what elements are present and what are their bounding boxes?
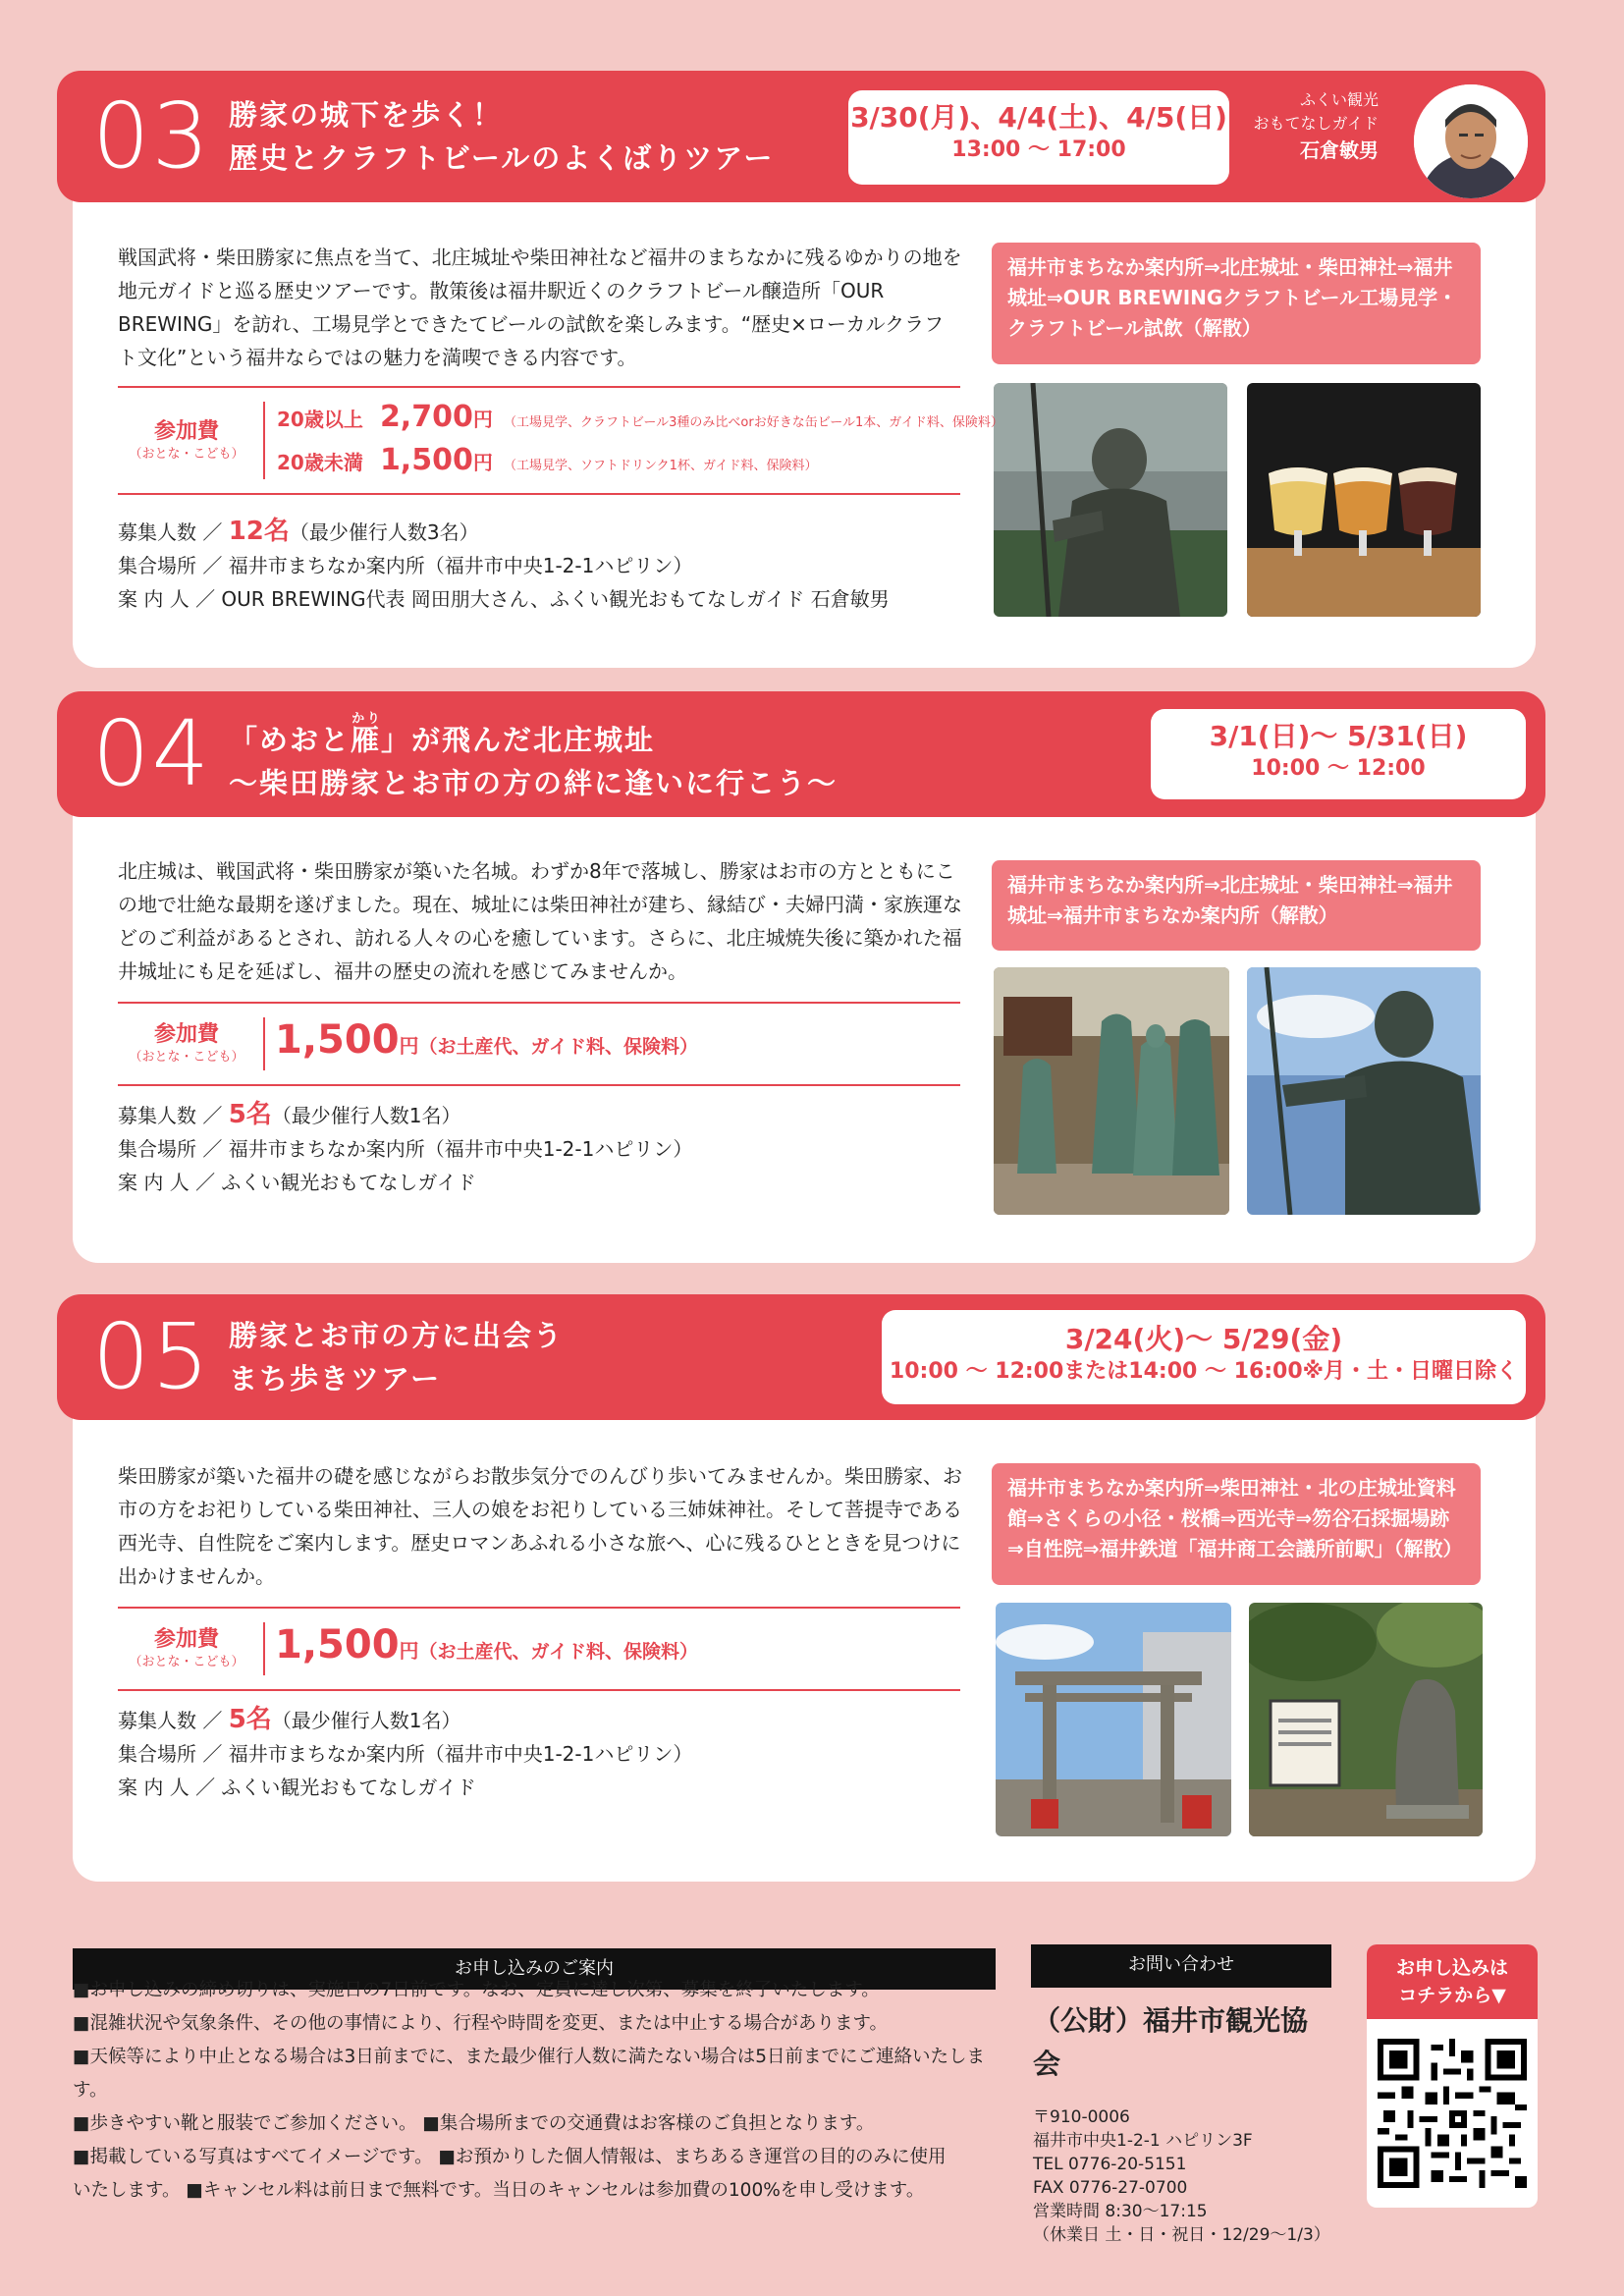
- note-line: ■掲載している写真はすべてイメージです。 ■お預かりした個人情報は、まちあるき運営の目的のみに使用: [73, 2147, 947, 2167]
- tour-title: [229, 1314, 564, 1400]
- ruby-reading: かり: [351, 711, 382, 727]
- fee-row-minor: [277, 443, 818, 477]
- org-name: （公財）福井市観光協会: [1033, 2004, 1309, 2080]
- apply-notes: [73, 1974, 1005, 2208]
- tour-title-line2: まち歩きツアー: [229, 1362, 442, 1395]
- contact-bar: お問い合わせ: [1031, 1944, 1331, 1988]
- capacity-value: 5名: [228, 1100, 272, 1129]
- fee-label: [118, 1609, 255, 1689]
- fee-label-sub: （おとな・こども）: [129, 1050, 244, 1065]
- fee-amount: 1,500: [275, 1622, 400, 1667]
- photo-statue-family: [994, 967, 1229, 1215]
- holiday: （休業日 土・日・祝日・12/29〜1/3）: [1033, 2225, 1330, 2245]
- tour-description: 柴田勝家が築いた福井の礎を感じながらお散歩気分でのんびり歩いてみませんか。柴田勝家、お市の方をお祀りしている柴田神社、三人の娘をお祀りしている三姉妹神社。そして菩提寺である西光寺、自性院をご案内します。歴史ロマンあふれる小さな旅へ、心に残るひとときを見つけに出かけませんか。: [118, 1464, 962, 1588]
- apply-info-bar: お申し込みのご案内: [73, 1948, 996, 1990]
- fee-box: [118, 1607, 960, 1691]
- tour-time: 13:00 〜 17:00: [951, 137, 1126, 162]
- tour-date-box: [882, 1310, 1526, 1404]
- tour-title-part: 「めおと: [229, 723, 352, 757]
- capacity-note: （最少催行人数1名）: [271, 1709, 461, 1732]
- capacity-label: 募集人数 ／: [118, 520, 229, 544]
- guide-line: 案 内 人 ／ ふくい観光おもてなしガイド: [118, 1776, 476, 1799]
- tel: TEL 0776-20-5151: [1033, 2155, 1187, 2174]
- apply-qr-title: [1367, 1944, 1538, 2019]
- fee-note: （工場見学、ソフトドリンク1杯、ガイド料、保険料）: [503, 459, 818, 473]
- tour-dates: 3/1(日)〜 5/31(日): [1209, 720, 1468, 752]
- tour-time: 10:00 〜 12:00または14:00 〜 16:00※月・土・日曜日除く: [889, 1359, 1519, 1384]
- fee-row-adult: [277, 400, 1003, 434]
- apply-qr-text: お申し込みは: [1395, 1957, 1508, 1979]
- tour-title-part: 」が飛んだ北庄城址: [381, 723, 656, 757]
- fee-unit: 円: [399, 1034, 419, 1058]
- fee-note: （お土産代、ガイド料、保険料）: [418, 1641, 698, 1663]
- tour-title-line2: 歴史とクラフトビールのよくばりツアー: [229, 141, 775, 175]
- fee-divider: [263, 1622, 265, 1675]
- tour-title-part: 雁: [351, 723, 382, 757]
- tour-dates: 3/30(月)、4/4(土)、4/5(日): [850, 101, 1227, 134]
- qr-code-icon[interactable]: [1378, 2039, 1527, 2188]
- tour-04-header: [57, 691, 1545, 817]
- guide-name: 石倉敏男: [1300, 138, 1379, 162]
- guide-label: おもてなしガイド: [1253, 114, 1379, 133]
- tour-title-line1: 勝家の城下を歩く！: [229, 98, 504, 132]
- guide-line: 案 内 人 ／ ふくい観光おもてなしガイド: [118, 1171, 476, 1194]
- contact-address: [1033, 2105, 1330, 2247]
- tour-title-line2: 〜柴田勝家とお市の方の絆に逢いに行こう〜: [229, 766, 839, 800]
- tour-date-box: [1151, 709, 1526, 799]
- fee-label-text: 参加費: [153, 1022, 219, 1047]
- tour-time: 10:00 〜 12:00: [1251, 756, 1426, 781]
- fee-divider: [263, 402, 265, 479]
- capacity-note: （最少催行人数3名）: [289, 520, 479, 544]
- capacity-label: 募集人数 ／: [118, 1709, 229, 1732]
- fee-amount: 2,700: [379, 400, 473, 434]
- fee-age-label: 20歳以上: [277, 408, 363, 431]
- tour-title: [229, 712, 838, 805]
- tour-description: 戦国武将・柴田勝家に焦点を当て、北庄城址や柴田神社など福井のまちなかに残るゆかりの地を地元ガイドと巡る歴史ツアーです。散策後は福井駅近くのクラフトビール醸造所「OUR BREWING」を訪れ、工場見学とできたてビールの試飲を楽しみます。“歴史×ローカルクラフト文化”という福井ならではの魅力を満喫できる内容です。: [118, 246, 962, 369]
- fee-label-sub: （おとな・こども）: [129, 446, 244, 462]
- hours: 営業時間 8:30〜17:15: [1033, 2202, 1208, 2221]
- tour-title-ruby: [351, 711, 382, 757]
- tour-title: [229, 93, 774, 180]
- apply-qr-button[interactable]: [1367, 1944, 1538, 2208]
- fee-unit: 円: [472, 451, 493, 474]
- tour-number: 05: [92, 1304, 212, 1409]
- photo-shrine-gate: [996, 1603, 1231, 1836]
- tour-info: [118, 515, 982, 616]
- capacity-value: 5名: [228, 1705, 272, 1734]
- meeting-place: 集合場所 ／ 福井市まちなか案内所（福井市中央1-2-1ハピリン）: [118, 554, 693, 577]
- fee-row: [275, 1622, 698, 1667]
- fee-note: （工場見学、クラフトビール3種のみ比べorお好きな缶ビール1本、ガイド料、保険料）: [503, 415, 1003, 430]
- tour-info: [118, 1098, 982, 1199]
- tour-number: 03: [92, 83, 212, 189]
- apply-qr-text: コチラから▼: [1398, 1985, 1506, 2006]
- fee-label: [118, 388, 255, 493]
- note-line: ■天候等により中止となる場合は3日前までに、また最少催行人数に満たない場合は5日前までにご連絡いたします。: [73, 2047, 986, 2101]
- capacity-note: （最少催行人数1名）: [271, 1104, 461, 1127]
- tour-number: 04: [92, 701, 212, 806]
- tour-title-line1: 勝家とお市の方に出会う: [229, 1319, 565, 1352]
- meeting-place: 集合場所 ／ 福井市まちなか案内所（福井市中央1-2-1ハピリン）: [118, 1742, 693, 1766]
- photo-statue-katsuie: [994, 383, 1227, 617]
- zip-code: 〒910-0006: [1033, 2107, 1130, 2127]
- fee-box: [118, 1002, 960, 1086]
- fax: FAX 0776-27-0700: [1033, 2178, 1188, 2198]
- tour-route: 福井市まちなか案内所⇒北庄城址・柴田神社⇒福井城址⇒福井市まちなか案内所（解散）: [992, 860, 1481, 951]
- fee-unit: 円: [399, 1639, 419, 1663]
- photo-craft-beer: [1247, 383, 1481, 617]
- guide-label: ふくい観光: [1299, 90, 1379, 109]
- fee-divider: [263, 1017, 265, 1070]
- note-line: ■混雑状況や気象条件、その他の事情により、行程や時間を変更、または中止する場合があります。: [73, 2013, 889, 2034]
- fee-label: [118, 1004, 255, 1084]
- guide-avatar: [1414, 84, 1528, 198]
- address: 福井市中央1-2-1 ハピリン3F: [1033, 2131, 1253, 2151]
- note-line: ■お申し込みの締め切りは、実施日の7日前です。なお、定員に達し次第、募集を終了いたします。: [73, 1980, 880, 2000]
- contact-block: [1033, 1999, 1330, 2247]
- photo-statue-warrior: [1247, 967, 1481, 1215]
- tour-03-header: [57, 71, 1545, 202]
- tour-05-header: [57, 1294, 1545, 1420]
- fee-box: [118, 386, 1003, 495]
- tour-route: 福井市まちなか案内所⇒柴田神社・北の庄城址資料館⇒さくらの小径・桜橋⇒西光寺⇒笏谷石採掘場跡⇒自性院⇒福井鉄道「福井商工会議所前駅」（解散）: [992, 1463, 1481, 1585]
- fee-note: （お土産代、ガイド料、保険料）: [418, 1036, 698, 1058]
- tour-info: [118, 1703, 982, 1804]
- guide-line: 案 内 人 ／ OUR BREWING代表 岡田朋大さん、ふくい観光おもてなしガイド 石倉敏男: [118, 587, 890, 611]
- fee-row: [275, 1017, 698, 1063]
- fee-label-text: 参加費: [153, 418, 219, 444]
- fee-label-sub: （おとな・こども）: [129, 1655, 244, 1669]
- fee-amount: 1,500: [275, 1017, 400, 1063]
- fee-age-label: 20歳未満: [277, 451, 363, 474]
- capacity-label: 募集人数 ／: [118, 1104, 229, 1127]
- tour-title-line1: [229, 712, 838, 762]
- capacity-line: [118, 515, 982, 549]
- guide-credit: [1253, 88, 1379, 165]
- photo-stone-monument: [1249, 1603, 1483, 1836]
- tour-date-box: [848, 90, 1229, 185]
- tour-dates: 3/24(火)〜 5/29(金): [1064, 1323, 1343, 1355]
- fee-label-text: 参加費: [153, 1627, 219, 1652]
- tour-description: 北庄城は、戦国武将・柴田勝家が築いた名城。わずか8年で落城し、勝家はお市の方とともにこの地で壮絶な最期を遂げました。現在、城址には柴田神社が建ち、縁結び・夫婦円満・家族運などのご利益があるとされ、訪れる人々の心を癒しています。さらに、北庄城焼失後に築かれた福井城址にも足を延ばし、福井の歴史の流れを感じてみませんか。: [118, 859, 962, 983]
- fee-amount: 1,500: [379, 443, 473, 477]
- capacity-line: [118, 1703, 982, 1737]
- capacity-line: [118, 1098, 982, 1132]
- tour-route: 福井市まちなか案内所⇒北庄城址・柴田神社⇒福井城址⇒OUR BREWINGクラフトビール工場見学・クラフトビール試飲（解散）: [992, 243, 1481, 364]
- fee-unit: 円: [472, 408, 493, 431]
- note-line: いたします。 ■キャンセル料は前日まで無料です。当日のキャンセルは参加費の100%を申し受けます。: [73, 2180, 925, 2201]
- meeting-place: 集合場所 ／ 福井市まちなか案内所（福井市中央1-2-1ハピリン）: [118, 1137, 693, 1161]
- capacity-value: 12名: [228, 517, 290, 546]
- note-line: ■歩きやすい靴と服装でご参加ください。 ■集合場所までの交通費はお客様のご負担となります。: [73, 2113, 875, 2134]
